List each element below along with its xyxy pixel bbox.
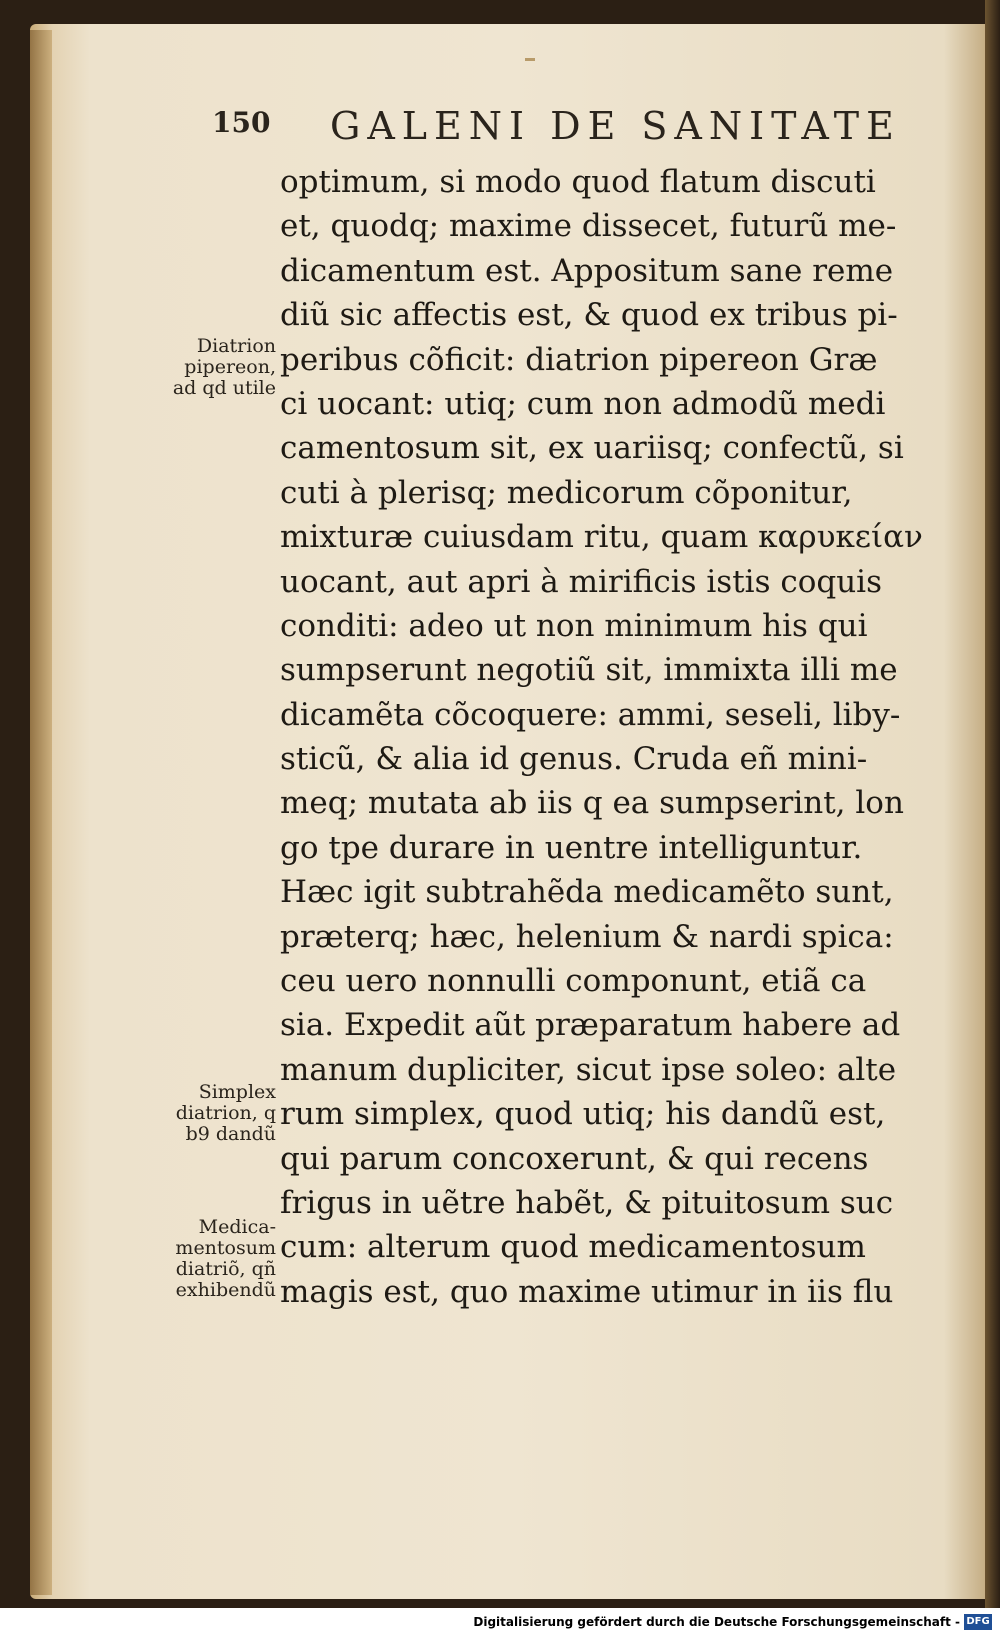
text-line: diũ sic affectis est, & quod ex tribus pi- (280, 297, 898, 334)
margin-line: exhibendũ (175, 1279, 276, 1301)
margin-note-diatrion (140, 336, 276, 399)
margin-line: diatrion, q (175, 1102, 276, 1124)
ink-speck (525, 58, 535, 61)
text-line: uocant, aut apri à mirificis istis coquis (280, 563, 882, 600)
running-title: GALENI DE SANITATE (330, 104, 901, 148)
page-header (212, 104, 912, 150)
text-line: conditi: adeo ut non minimum his qui (280, 607, 868, 644)
text-line: frigus in uẽtre habẽt, & pituitosum suc (280, 1184, 894, 1221)
text-line: sticũ, & alia id genus. Cruda eñ mini- (280, 741, 868, 778)
text-line: cuti à plerisq; medicorum cõponitur, (280, 474, 853, 511)
page-number: 150 (212, 106, 271, 139)
text-line: qui parum concoxerunt, & qui recens (280, 1140, 869, 1177)
text-line: sumpserunt negotiũ sit, immixta illi me (280, 652, 898, 689)
text-line: manum dupliciter, sicut ipse soleo: alte (280, 1051, 897, 1088)
text-line: Hæc igit subtrahẽda medicamẽto sunt, (280, 874, 894, 911)
text-line: mixturæ cuiusdam ritu, quam καρυκείαν (280, 519, 923, 556)
page-edge (985, 0, 1000, 1608)
text-line: peribus cõficit: diatrion pipereon Græ (280, 341, 878, 378)
margin-line: Medica- (198, 1216, 276, 1238)
text-line: rum simplex, quod utiq; his dandũ est, (280, 1096, 886, 1133)
main-text (280, 160, 940, 1314)
text-line: præterq; hæc, helenium & nardi spica: (280, 918, 894, 955)
dfg-logo-icon: DFG (964, 1614, 992, 1630)
text-line: ci uocant: utiq; cum non admodũ medi (280, 385, 886, 422)
page-gutter-shadow (30, 30, 52, 1595)
digitization-footer (0, 1610, 1000, 1635)
margin-line: Diatrion (196, 335, 276, 357)
text-line: dicamentum est. Appositum sane reme (280, 252, 894, 289)
text-line: sia. Expedit aũt præparatum habere ad (280, 1007, 901, 1044)
text-line: et, quodq; maxime dissecet, futurũ me- (280, 208, 897, 245)
text-line: meq; mutata ab iis q ea sumpserint, lon (280, 785, 904, 822)
text-line: cum: alterum quod medicamentosum (280, 1229, 866, 1266)
text-line: optimum, si modo quod flatum discuti (280, 164, 876, 200)
margin-note-medicamentosum (140, 1217, 276, 1301)
margin-line: Simplex (198, 1081, 276, 1103)
text-line: magis est, quo maxime utimur in iis flu (280, 1273, 894, 1310)
margin-line: b9 dandũ (185, 1123, 276, 1145)
text-line: go tpe durare in uentre intelliguntur. (280, 829, 863, 866)
text-line: camentosum sit, ex uariisq; confectũ, si (280, 430, 904, 467)
margin-line: ad qd utile (172, 377, 276, 399)
margin-line: mentosum (175, 1237, 276, 1259)
funding-credit: Digitalisierung gefördert durch die Deutsche Forschungsgemeinschaft - (473, 1615, 960, 1629)
text-line: dicamẽta cõcoquere: ammi, seseli, liby- (280, 696, 901, 733)
margin-line: pipereon, (184, 356, 276, 378)
margin-line: diatriõ, qñ (175, 1258, 276, 1280)
margin-note-simplex (140, 1082, 276, 1145)
text-line: ceu uero nonnulli componunt, etiã ca (280, 963, 867, 1000)
